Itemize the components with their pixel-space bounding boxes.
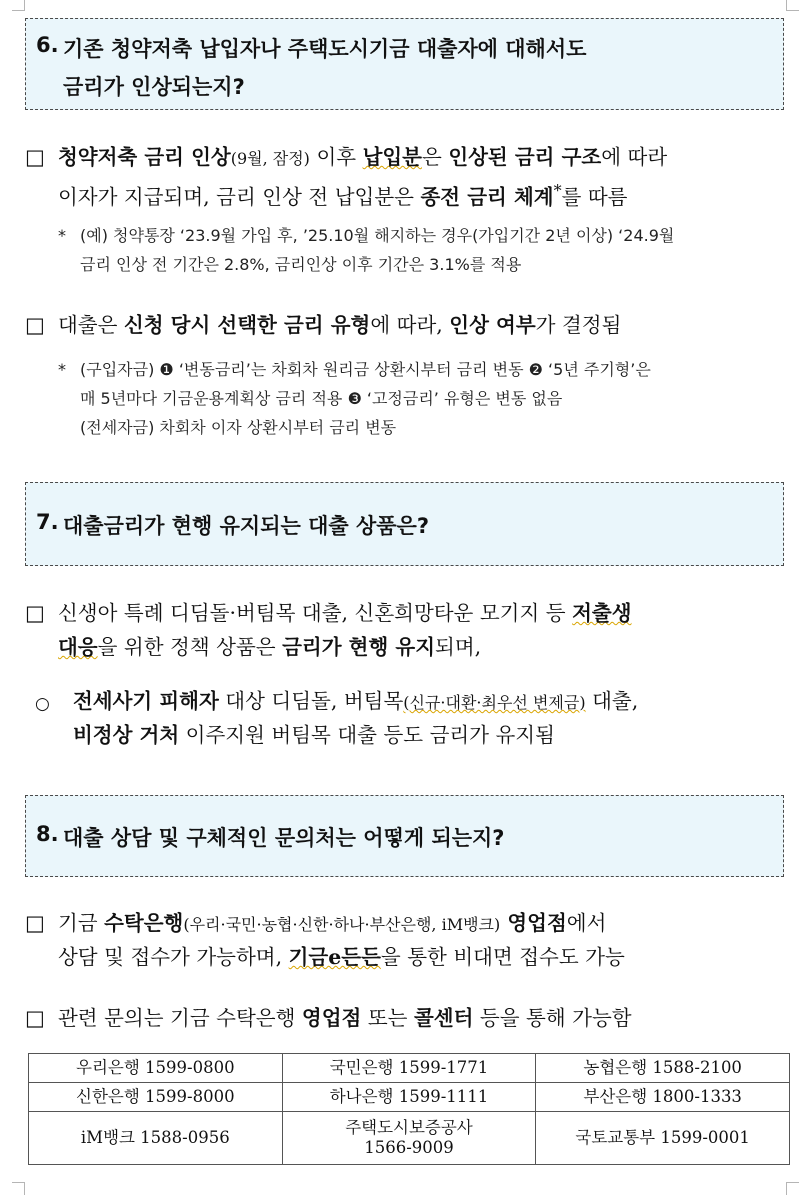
body-text: 가 결정됨 [535,313,622,337]
table-cell: 하나은행 1599-1111 [282,1083,536,1112]
q6-note-2 [58,356,798,446]
footnote-mark: * [553,181,562,200]
body-text: 대상 디딤돌, 버팀목 [218,689,404,713]
q6-note-1 [58,222,798,282]
note-line1: (구입자금) ❶ ‘변동금리’는 차회차 원리금 상환시부터 금리 변동 ❷ ‘5년 주기형’은 [80,360,651,379]
emphasis-text: 인상된 금리 구조 [448,145,602,169]
corner-mark-top-left [12,0,25,11]
checkbox-bullet-icon: □ [25,145,45,169]
paragraph-line1 [58,308,621,342]
question-title-line1: 대출 상담 및 구체적인 문의처는 어떻게 되는지? [63,826,505,850]
aside-text: (신규·대환·최우선 변제금) [403,693,586,712]
table-cell: 국토교통부 1599-0001 [536,1112,790,1165]
table-cell: 부산은행 1800-1333 [536,1083,790,1112]
emphasis-text: 비정상 거처 [73,723,180,747]
aside-text: (우리·국민·농협·신한·하나·부산은행, iM뱅크) [183,915,501,934]
paragraph-line1 [58,596,632,630]
paragraph-line2 [58,174,628,214]
body-text: 신생아 특례 디딤돌·버팀목 대출, 신혼희망타운 모기지 등 [58,601,573,625]
paragraph-line2 [58,630,481,664]
q7-paragraph-1 [25,596,795,666]
table-cell: iM뱅크 1588-0956 [29,1112,283,1165]
table-cell: 국민은행 1599-1771 [282,1054,536,1083]
circle-bullet-icon: ○ [35,694,50,714]
table-row [29,1112,790,1165]
body-text: 관련 문의는 기금 수탁은행 [58,1006,302,1030]
question-number: 6. [36,33,59,57]
table-cell: 농협은행 1588-2100 [536,1054,790,1083]
body-text: 상담 및 접수가 가능하며, [58,945,289,969]
paragraph-line1 [58,906,606,942]
paragraph-line2 [58,940,625,974]
body-text: 에서 [566,911,607,935]
cell-line1: 주택도시보증공사 [345,1118,473,1137]
paragraph-line2 [73,718,555,752]
paragraph-line1 [58,140,667,176]
table-row [29,1083,790,1112]
contact-table [28,1053,790,1165]
cell-line2: 1566-9009 [364,1138,454,1157]
note-line2: 매 5년마다 기금운용계획상 금리 적용 ❸ ‘고정금리’ 유형은 변동 없음 [80,389,563,408]
question-8-box [25,795,784,877]
table-cell: 우리은행 1599-0800 [29,1054,283,1083]
corner-mark-top-right [786,0,799,11]
table-cell: 신한은행 1599-8000 [29,1083,283,1112]
question-7-box [25,482,784,566]
body-text: 을 통한 비대면 접수도 가능 [380,945,625,969]
note-line2: 금리 인상 전 기간은 2.8%, 금리인상 이후 기간은 3.1%를 적용 [80,255,522,274]
emphasis-text: 인상 여부 [449,313,536,337]
note-asterisk: * [58,360,66,379]
corner-mark-bottom-left [12,1182,25,1195]
emphasis-text: 신청 당시 선택한 금리 유형 [123,313,371,337]
q8-paragraph-1 [25,906,795,976]
question-title-line2: 금리가 인상되는지? [63,75,245,99]
emphasis-text: 영업점 [500,911,567,935]
q6-paragraph-2 [25,308,795,344]
question-number: 8. [36,822,59,846]
emphasis-text: 저출생 [572,601,632,625]
q7-paragraph-2 [35,684,805,754]
body-text: 등을 통해 가능함 [473,1006,632,1030]
question-number: 7. [36,510,59,534]
body-text: 또는 [361,1006,414,1030]
corner-mark-bottom-right [786,1182,799,1195]
body-text: 대출은 [58,313,124,337]
checkbox-bullet-icon: □ [25,601,45,625]
body-text: 에 따라 [601,145,668,169]
body-text: 이자가 지급되며, 금리 인상 전 납입분은 [58,184,421,209]
paragraph-line1 [73,684,638,720]
q6-paragraph-1 [25,140,795,210]
table-row [29,1054,790,1083]
body-text: 이후 [309,145,363,169]
checkbox-bullet-icon: □ [25,1006,45,1030]
body-text: 이주지원 버팀목 대출 등도 금리가 유지됨 [179,723,555,747]
emphasis-text: 납입분 [362,145,422,169]
question-title-line1: 기존 청약저축 납입자나 주택도시기금 대출자에 대해서도 [63,37,587,61]
emphasis-text: 영업점 [301,1006,362,1030]
body-text: 에 따라, [370,313,450,337]
note-line3: (전세자금) 차회차 이자 상환시부터 금리 변동 [80,418,397,437]
body-text: 를 따름 [561,184,628,209]
paragraph-line1 [58,1001,632,1035]
emphasis-text: 콜센터 [413,1006,474,1030]
body-text: 되며, [435,635,482,659]
note-asterisk: * [58,226,66,245]
emphasis-text: 청약저축 금리 인상 [58,145,231,169]
q8-paragraph-2 [25,1001,795,1037]
aside-text: (9월, 잠정) [230,149,310,168]
checkbox-bullet-icon: □ [25,911,45,935]
table-cell [282,1112,536,1165]
body-text: 을 위한 정책 상품은 [97,635,283,659]
body-text: 은 [421,145,449,169]
question-title-line1: 대출금리가 현행 유지되는 대출 상품은? [63,514,430,538]
emphasis-text: 수탁은행 [104,911,184,935]
emphasis-text: 종전 금리 체계 [420,184,554,209]
body-text: 기금 [58,911,105,935]
question-6-box [25,18,784,110]
checkbox-bullet-icon: □ [25,313,45,337]
emphasis-text: 금리가 현행 유지 [282,635,436,659]
emphasis-text: 전세사기 피해자 [73,689,219,713]
emphasis-text: 대응 [58,635,98,659]
emphasis-text: 기금e든든 [288,945,381,969]
body-text: 대출, [585,689,639,713]
note-line1: (예) 청약통장 ‘23.9월 가입 후, ’25.10월 해지하는 경우(가입기간 2년 이상) ‘24.9월 [80,226,675,245]
